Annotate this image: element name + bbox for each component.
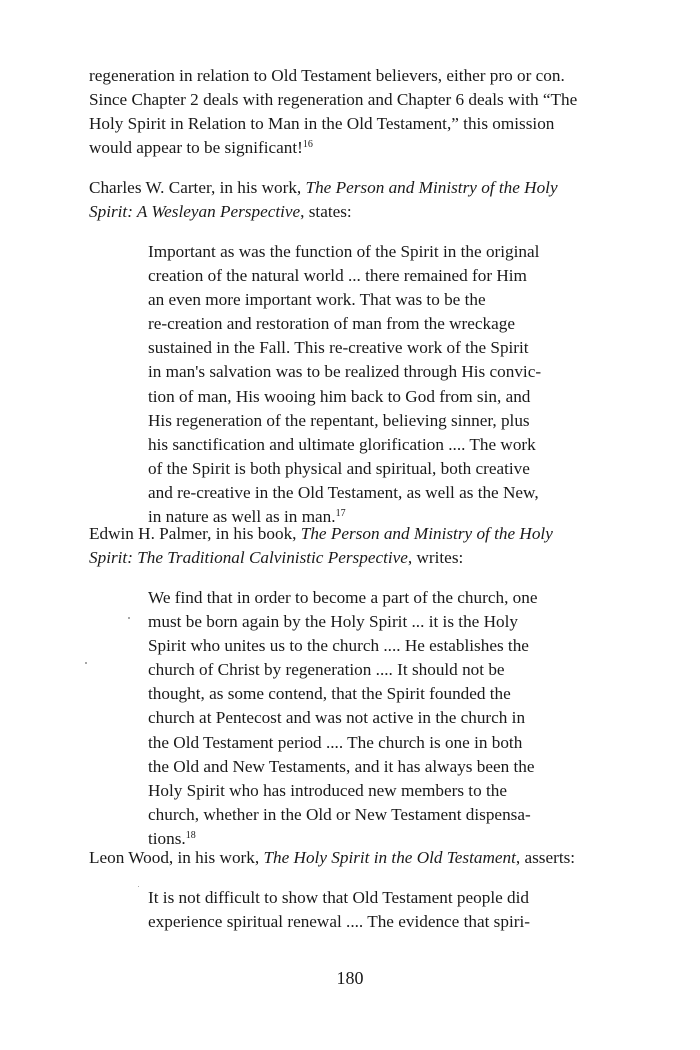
quote-line: His regeneration of the repentant, believing sinner, plus: [148, 410, 530, 430]
scan-speck: [85, 662, 87, 664]
text-line: [89, 846, 629, 870]
author-name: Charles W. Carter, in his work,: [89, 178, 306, 197]
work-title: Spirit: The Traditional Calvinistic Perspective: [89, 548, 408, 568]
quote-line: and re-creative in the Old Testament, as well as the New,: [148, 482, 539, 502]
quote-line: tion of man, His wooing him back to God from sin, and: [148, 386, 531, 406]
text-line: [89, 176, 629, 200]
opening-paragraph: [89, 64, 629, 160]
quote-line: thought, as some contend, that the Spirit founded the: [148, 684, 511, 704]
page-number: 180: [336, 968, 364, 988]
scan-speck: [128, 617, 130, 619]
quote-line-end: tions.: [148, 828, 186, 848]
wood-intro: [89, 846, 629, 870]
text-line: regeneration in relation to Old Testament believers, either pro or con.: [89, 66, 565, 85]
footnote-marker: 18: [185, 829, 196, 841]
intro-verb: , states:: [300, 202, 352, 222]
footnote-marker: 17: [335, 508, 346, 520]
quote-line: Spirit who unites us to the church .... He establishes the: [148, 636, 529, 656]
quote-line: church, whether in the Old or New Testament dispensa-: [148, 804, 531, 824]
quote-line: Holy Spirit who has introduced new members to the: [148, 780, 507, 800]
author-name: Edwin H. Palmer, in his book,: [89, 524, 301, 543]
text-line: Holy Spirit in Relation to Man in the Old Testament,” this omission: [89, 114, 555, 134]
carter-intro: [89, 176, 629, 224]
work-title: The Person and Ministry of the Holy: [305, 178, 558, 197]
work-title: The Holy Spirit in the Old Testament: [263, 848, 516, 867]
quote-line: must be born again by the Holy Spirit ... it is the Holy: [148, 612, 518, 632]
text-line: [89, 546, 629, 570]
quote-line: the Old and New Testaments, and it has always been the: [148, 756, 535, 776]
intro-verb: , asserts:: [515, 848, 576, 867]
text-line-end: would appear to be significant!: [89, 138, 303, 158]
palmer-intro: [89, 522, 629, 570]
wood-block-quote: [148, 886, 608, 934]
quote-line: in man's salvation was to be realized through His convic-: [148, 362, 542, 382]
text-line: [89, 136, 629, 160]
quote-line: sustained in the Fall. This re-creative work of the Spirit: [148, 338, 529, 358]
quote-line: the Old Testament period .... The church is one in both: [148, 732, 523, 752]
footnote-marker: 16: [302, 139, 313, 151]
carter-block-quote: [148, 240, 608, 529]
quote-line: his sanctification and ultimate glorification .... The work: [148, 434, 536, 454]
quote-line: church at Pentecost and was not active in the church in: [148, 708, 526, 728]
text-line: [89, 200, 629, 224]
quote-line: It is not difficult to show that Old Testament people did: [148, 888, 530, 907]
quote-line: creation of the natural world ... there remained for Him: [148, 266, 527, 286]
author-name: Leon Wood, in his work,: [89, 848, 264, 867]
quote-line: We find that in order to become a part of the church, one: [148, 588, 538, 607]
quote-line: an even more important work. That was to be the: [148, 290, 486, 310]
quote-line: church of Christ by regeneration .... It should not be: [148, 660, 505, 680]
work-title: Spirit: A Wesleyan Perspective: [89, 202, 301, 222]
quote-line-end: in nature as well as in man.: [148, 507, 336, 527]
text-line: [89, 522, 629, 546]
text-line: Since Chapter 2 deals with regeneration and Chapter 6 deals with “The: [89, 90, 578, 110]
quote-line: experience spiritual renewal .... The evidence that spiri-: [148, 912, 530, 932]
quote-line: of the Spirit is both physical and spiritual, both creative: [148, 458, 530, 478]
work-title: The Person and Ministry of the Holy: [300, 524, 553, 543]
scan-speck: [138, 886, 139, 887]
quote-line: Important as was the function of the Spirit in the original: [148, 242, 540, 261]
intro-verb: , writes:: [407, 548, 464, 568]
palmer-block-quote: [148, 586, 608, 851]
quote-line: re-creation and restoration of man from the wreckage: [148, 314, 515, 334]
